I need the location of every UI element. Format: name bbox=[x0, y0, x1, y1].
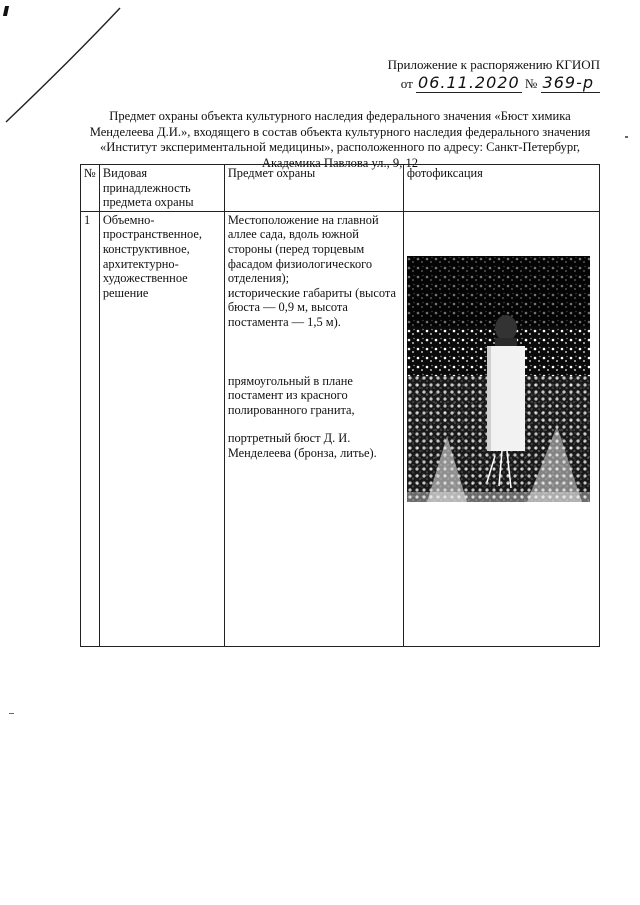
subject-bust: портретный бюст Д. И. Менделеева (бронза, литье). bbox=[227, 431, 377, 460]
appendix-line bbox=[388, 57, 600, 73]
document-title: Предмет охраны объекта культурного наследия федерального значения «Бюст химика Менделеева Д.И.», входящего в состав объекта культурного наследия федерального значения «Институт экспериментальной медицины», расположенного по адресу: Санкт-Петербург, Академика Павлова ул., 9, 12 bbox=[89, 109, 591, 170]
subject-location: Местоположение на главной аллее сада, вдоль южной стороны (перед торцевым фасадом физиологического отделения); bbox=[227, 212, 379, 286]
date-prefix: от bbox=[400, 76, 413, 91]
header-kind: Видовая принадлежность предмета охраны bbox=[99, 165, 224, 212]
header-subject: Предмет охраны bbox=[224, 165, 403, 212]
appendix-text: Приложение к распоряжению КГИОП bbox=[387, 57, 600, 72]
table-header-row bbox=[81, 165, 600, 212]
subject-pedestal: прямоугольный в плане постамент из красного полированного гранита, bbox=[227, 373, 355, 417]
monument-photo bbox=[407, 256, 590, 502]
cell-subject bbox=[224, 211, 403, 646]
scan-speck bbox=[625, 136, 628, 138]
header-photo: фотофиксация bbox=[403, 165, 599, 212]
date-number-line bbox=[401, 73, 600, 92]
number-prefix: № bbox=[524, 76, 538, 91]
subject-dimensions: исторические габариты (высота бюста — 0,9 м, высота постамента — 1,5 м). bbox=[227, 285, 396, 329]
scan-speck bbox=[9, 713, 14, 714]
handwritten-number: 369-р bbox=[541, 73, 600, 93]
cell-kind: Объемно-пространственное, конструктивное, архитектурно-художественное решение bbox=[99, 211, 224, 646]
cell-num: 1 bbox=[81, 211, 100, 646]
handwritten-date: 06.11.2020 bbox=[418, 73, 520, 92]
header-num: № bbox=[81, 165, 100, 212]
